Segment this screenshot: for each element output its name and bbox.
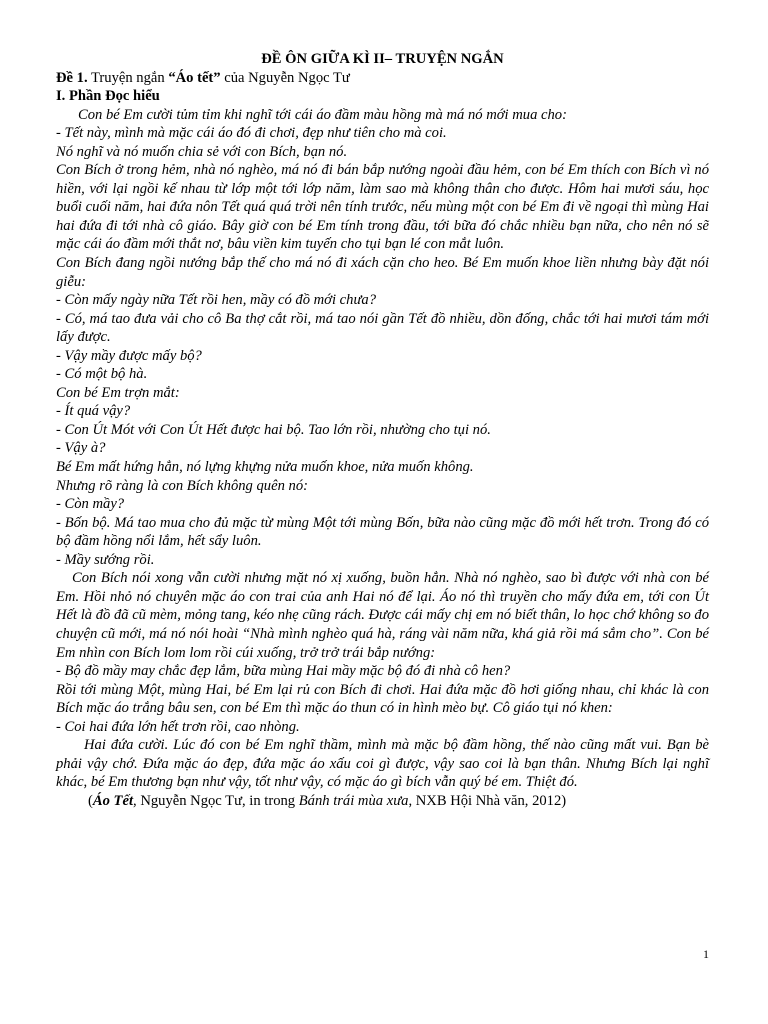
story-paragraph: Nó nghĩ và nó muốn chia sẻ với con Bích, bạn nó.	[56, 143, 348, 160]
document-page	[56, 50, 709, 810]
story-paragraph: - Vậy à?	[56, 440, 106, 457]
page-number: 1	[703, 947, 709, 961]
story-paragraph: Con bé Em trợn mắt:	[56, 384, 180, 401]
story-paragraph: - Con Út Mót với Con Út Hết được hai bộ. Tao lớn rồi, nhường cho tụi nó.	[56, 421, 491, 438]
source-author: , Nguyễn Ngọc Tư, in trong	[133, 792, 299, 809]
story-paragraph: Hai đứa cười. Lúc đó con bé Em nghĩ thầm, mình mà mặc bộ đầm hồng, thế nào cũng mất vui. Bạn bè phải vậy chớ. Đứa mặc áo đẹp, đứa mặc áo xấu coi gì được, vậy sao coi là bạn thân. Nhưng Bích lại nghĩ khác, bé Em thương bạn như vậy, tốt như vậy, có mặc áo gì bích vẫn quý bé em. Thiệt đó.	[56, 737, 709, 791]
story-paragraph: - Có một bộ hà.	[56, 366, 148, 383]
source-citation	[56, 792, 709, 811]
source-work: Áo Tết	[92, 792, 134, 809]
story-paragraph: - Bốn bộ. Má tao mua cho đủ mặc từ mùng Một tới mùng Bốn, bữa nào cũng mặc đồ mới hết trơn. Trong đó có bộ đầm hồng nổi lắm, hết sẩy luôn.	[56, 514, 709, 550]
story-paragraph: Con Bích đang ngồi nướng bắp thế cho má nó đi xách cặn cho heo. Bé Em muốn khoe liền nhưng bày đặt nói giễu:	[56, 255, 709, 290]
story-paragraph: - Còn mấy ngày nữa Tết rồi hen, mầy có đồ mới chưa?	[56, 292, 376, 309]
story-paragraph: - Còn mầy?	[56, 496, 125, 513]
source-open: (	[88, 792, 93, 809]
de-work-title: “Áo tết”	[168, 69, 221, 86]
story-paragraph: - Vậy mầy được mấy bộ?	[56, 347, 202, 364]
section-heading: I. Phần Đọc hiểu	[56, 88, 160, 105]
story-paragraph: Con Bích ở trong hẻm, nhà nó nghèo, má nó đi bán bắp nướng ngoài đầu hẻm, con bé Em thích con Bích vì nó hiền, với lại ngồi kế nhau từ lớp một tới lớp năm, làm sao mà không thân cho được. Hôm hai mươi sáu, học buổi cuối năm, hai đứa nôn Tết quá quá trời nên tính trước, nếu mùng một con bé Em đi về ngoại thì mùng Hai hai đứa đi tới nhà cô giáo. Bây giờ con bé Em tính trong đầu, tới bữa đó chắc nhiều bạn nữa, cho nên nó sẽ mặc cái áo đầm mới thắt nơ, bâu viền kim tuyến cho tụi bạn lé con mắt luôn.	[56, 162, 709, 253]
story-paragraph: Rồi tới mùng Một, mùng Hai, bé Em lại rủ con Bích đi chơi. Hai đứa mặc đồ hơi giống nhau, chỉ khác là con Bích mặc áo trắng bâu sen, con bé Em thì mặc áo thun có in hình mèo bự. Cô giáo tụi nó khen:	[56, 681, 709, 717]
source-publisher: , NXB Hội Nhà văn, 2012)	[408, 792, 567, 809]
de-number: Đề 1.	[56, 69, 88, 86]
story-paragraph: - Có, má tao đưa vải cho cô Ba thợ cắt rồi, má tao nói gần Tết đồ nhiều, dồn đống, chắc tới hai mươi tám mới lấy được.	[56, 310, 709, 346]
de-prefix: Truyện ngắn	[87, 69, 169, 86]
story-paragraph: - Ít quá vậy?	[56, 403, 131, 420]
story-paragraph: Con bé Em cười tủm tỉm khi nghĩ tới cái áo đầm màu hồng mà má nó mới mua cho:	[78, 106, 567, 123]
story-paragraph: Nhưng rõ ràng là con Bích không quên nó:	[56, 477, 308, 494]
story-text	[56, 106, 709, 792]
story-paragraph: - Bộ đồ mầy may chắc đẹp lắm, bữa mùng Hai mầy mặc bộ đó đi nhà cô hen?	[56, 663, 511, 680]
de-heading	[56, 69, 709, 88]
story-paragraph: - Tết này, mình mà mặc cái áo đó đi chơi, đẹp như tiên cho mà coi.	[56, 125, 447, 142]
story-paragraph: - Coi hai đứa lớn hết trơn rồi, cao nhòng.	[56, 718, 300, 735]
de-suffix: của Nguyễn Ngọc Tư	[220, 69, 350, 86]
story-paragraph: - Mầy sướng rồi.	[56, 551, 155, 568]
story-paragraph: Con Bích nói xong vẫn cười nhưng mặt nó xị xuống, buồn hẳn. Nhà nó nghèo, sao bì được với nhà con bé Em. Hồi nhỏ nó chuyên mặc áo con trai của anh Hai nó để lại. Áo nó thì truyền cho mấy đứa em, tới con Út Hết là đồ đã cũ mèm, mỏng tang, kéo nhẹ cũng rách. Được cái mấy chị em nó biết thân, lo học chớ không so đo chuyện cũ mới, má nó nói hoài “Nhà mình nghèo quá hà, ráng vài năm nữa, khá giả rồi má sắm cho”. Con bé Em nhìn con Bích lom lom rồi cúi xuống, trở trở trái bắp nướng:	[56, 570, 709, 661]
story-paragraph: Bé Em mất hứng hẳn, nó lựng khựng nửa muốn khoe, nửa muốn không.	[56, 459, 474, 476]
document-title: ĐỀ ÔN GIỮA KÌ II– TRUYỆN NGẮN	[261, 51, 504, 67]
source-book: Bánh trái mùa xưa	[298, 792, 409, 809]
